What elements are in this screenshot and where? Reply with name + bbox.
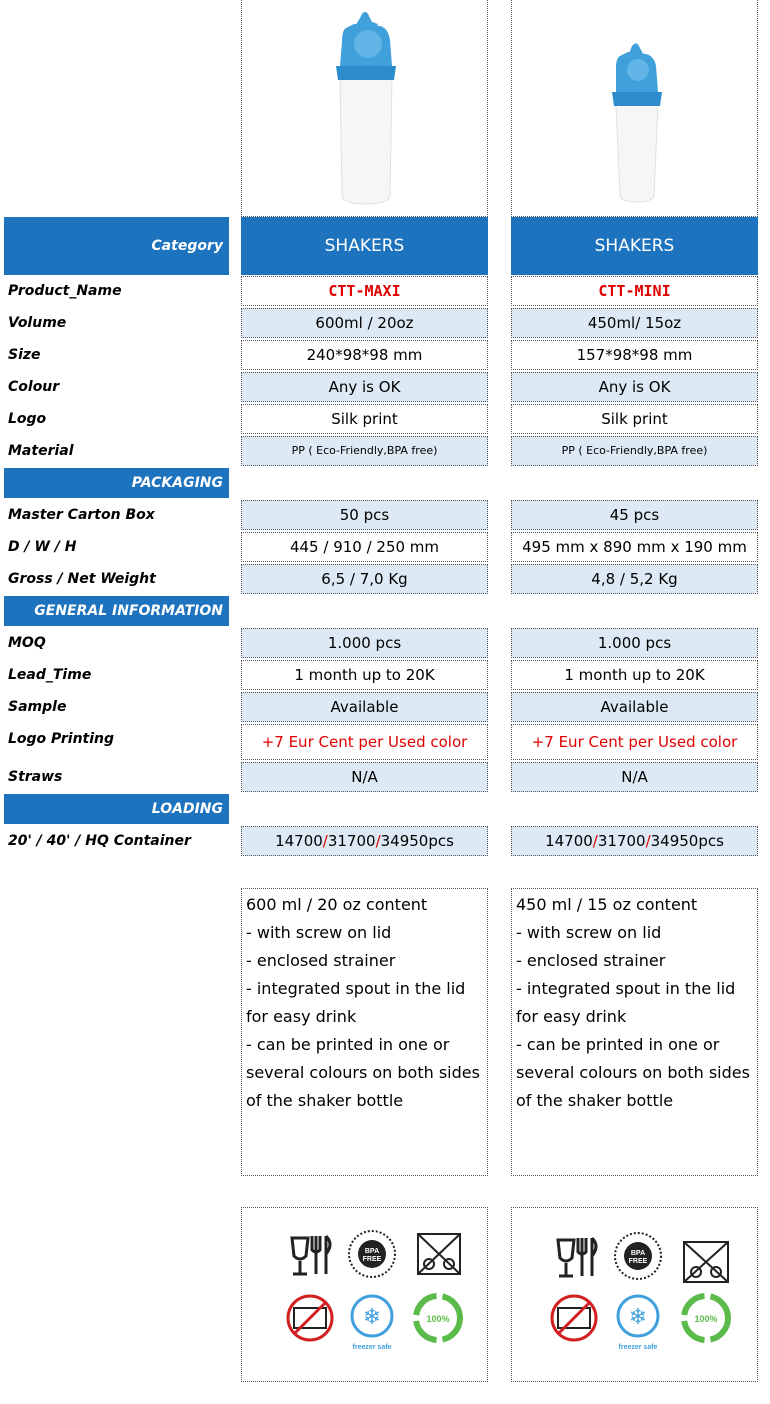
- description-line: - integrated spout in the lid: [246, 979, 466, 998]
- container-hq: 34950pcs: [650, 832, 724, 850]
- description-line: - with screw on lid: [246, 923, 392, 942]
- shaker-maxi-image: [242, 0, 487, 216]
- recyclable-icon: [684, 1296, 728, 1340]
- dwh-maxi: 445 / 910 / 250 mm: [241, 532, 488, 562]
- logo-maxi: Silk print: [241, 404, 488, 434]
- description-line: several colours on both sides: [516, 1063, 750, 1082]
- logo-printing-mini: +7 Eur Cent per Used color: [511, 724, 758, 760]
- description-line: for easy drink: [246, 1007, 357, 1026]
- snowflake-icon: ❄: [628, 1305, 648, 1330]
- volume-maxi: 600ml / 20oz: [241, 308, 488, 338]
- description-line: - enclosed strainer: [246, 951, 396, 970]
- sample-mini: Available: [511, 692, 758, 722]
- label-sample: Sample: [8, 699, 67, 715]
- material-mini: PP ( Eco-Friendly,BPA free): [511, 436, 758, 466]
- category-header: Category: [4, 217, 229, 275]
- volume-mini: 450ml/ 15oz: [511, 308, 758, 338]
- product-name-text: CTT-MAXI: [328, 282, 401, 300]
- description-line: several colours on both sides: [246, 1063, 480, 1082]
- section-loading: LOADING: [4, 794, 229, 824]
- product-name-maxi: [241, 276, 488, 306]
- sample-maxi: Available: [241, 692, 488, 722]
- container-sep: /: [375, 832, 381, 850]
- recycle-100-text: 100%: [694, 1314, 718, 1324]
- container-sep: /: [322, 832, 328, 850]
- certification-icons-mini: [511, 1207, 758, 1382]
- label-master-carton: Master Carton Box: [8, 507, 155, 523]
- recycle-100-text: 100%: [426, 1314, 450, 1324]
- size-maxi: 240*98*98 mm: [241, 340, 488, 370]
- label-lead-time: Lead_Time: [8, 667, 92, 683]
- logo-printing-maxi: +7 Eur Cent per Used color: [241, 724, 488, 760]
- recyclable-icon: [416, 1296, 460, 1340]
- label-container: 20' / 40' / HQ Container: [8, 833, 191, 849]
- label-colour: Colour: [8, 379, 60, 395]
- label-volume: Volume: [8, 315, 67, 331]
- weight-mini: 4,8 / 5,2 Kg: [511, 564, 758, 594]
- label-logo-printing: Logo Printing: [8, 731, 115, 747]
- size-mini: 157*98*98 mm: [511, 340, 758, 370]
- straws-mini: N/A: [511, 762, 758, 792]
- label-material: Material: [8, 443, 74, 459]
- section-general-information: GENERAL INFORMATION: [4, 596, 229, 626]
- product-name-text: CTT-MINI: [598, 282, 671, 300]
- bpa-free-icon: [615, 1233, 661, 1279]
- description-line: - integrated spout in the lid: [516, 979, 736, 998]
- freezer-safe-icon: [618, 1296, 658, 1351]
- lead-time-maxi: 1 month up to 20K: [241, 660, 488, 690]
- material-maxi: PP ( Eco-Friendly,BPA free): [241, 436, 488, 466]
- container-maxi: [241, 826, 488, 856]
- freezer-safe-text: freezer safe: [618, 1344, 658, 1351]
- product-image-maxi: [241, 0, 488, 217]
- master-carton-maxi: 50 pcs: [241, 500, 488, 530]
- label-product-name: Product_Name: [8, 283, 122, 299]
- food-safe-icon: [292, 1236, 330, 1274]
- description-mini: [511, 888, 758, 1176]
- freezer-safe-text: freezer safe: [352, 1344, 392, 1351]
- container-sep: /: [645, 832, 651, 850]
- container-40ft: 31700: [327, 832, 376, 850]
- container-mini: [511, 826, 758, 856]
- label-size: Size: [8, 347, 41, 363]
- free-text: FREE: [362, 1256, 382, 1263]
- certification-icons-graphic: [512, 1208, 757, 1381]
- description-maxi: [241, 888, 488, 1176]
- colour-mini: Any is OK: [511, 372, 758, 402]
- certification-icons-graphic: [242, 1208, 487, 1381]
- certification-icons-maxi: [241, 1207, 488, 1382]
- label-logo: Logo: [8, 411, 47, 427]
- no-microwave-icon: [288, 1296, 332, 1340]
- description-line: of the shaker bottle: [246, 1091, 404, 1110]
- product-image-mini: [511, 0, 758, 217]
- container-20ft: 14700: [275, 832, 323, 850]
- bpa-free-icon: [349, 1231, 395, 1277]
- shaker-mini-image: [512, 0, 757, 216]
- label-dwh: D / W / H: [8, 539, 77, 555]
- weight-maxi: 6,5 / 7,0 Kg: [241, 564, 488, 594]
- no-dishwasher-icon: [684, 1242, 728, 1282]
- container-sep: /: [592, 832, 598, 850]
- bpa-text: BPA: [630, 1250, 646, 1257]
- food-safe-icon: [558, 1238, 596, 1276]
- moq-mini: 1.000 pcs: [511, 628, 758, 658]
- moq-maxi: 1.000 pcs: [241, 628, 488, 658]
- description-line: 600 ml / 20 oz content: [246, 895, 428, 914]
- container-20ft: 14700: [545, 832, 593, 850]
- freezer-safe-icon: [352, 1296, 392, 1351]
- free-text: FREE: [628, 1258, 648, 1265]
- logo-mini: Silk print: [511, 404, 758, 434]
- category-cell-maxi: SHAKERS: [241, 217, 488, 275]
- label-moq: MOQ: [8, 635, 46, 651]
- master-carton-mini: 45 pcs: [511, 500, 758, 530]
- description-line: of the shaker bottle: [516, 1091, 674, 1110]
- no-microwave-icon: [552, 1296, 596, 1340]
- category-cell-mini: SHAKERS: [511, 217, 758, 275]
- dwh-mini: 495 mm x 890 mm x 190 mm: [511, 532, 758, 562]
- section-packaging: PACKAGING: [4, 468, 229, 498]
- label-weight: Gross / Net Weight: [8, 571, 156, 587]
- description-line: - can be printed in one or: [516, 1035, 720, 1054]
- description-line: for easy drink: [516, 1007, 627, 1026]
- bpa-text: BPA: [364, 1248, 380, 1255]
- product-name-mini: [511, 276, 758, 306]
- container-40ft: 31700: [597, 832, 646, 850]
- label-straws: Straws: [8, 769, 63, 785]
- description-line: 450 ml / 15 oz content: [516, 895, 698, 914]
- description-line: - with screw on lid: [516, 923, 662, 942]
- no-dishwasher-icon: [418, 1234, 460, 1274]
- container-hq: 34950pcs: [380, 832, 454, 850]
- lead-time-mini: 1 month up to 20K: [511, 660, 758, 690]
- colour-maxi: Any is OK: [241, 372, 488, 402]
- straws-maxi: N/A: [241, 762, 488, 792]
- description-line: - can be printed in one or: [246, 1035, 450, 1054]
- snowflake-icon: ❄: [362, 1305, 382, 1330]
- description-line: - enclosed strainer: [516, 951, 666, 970]
